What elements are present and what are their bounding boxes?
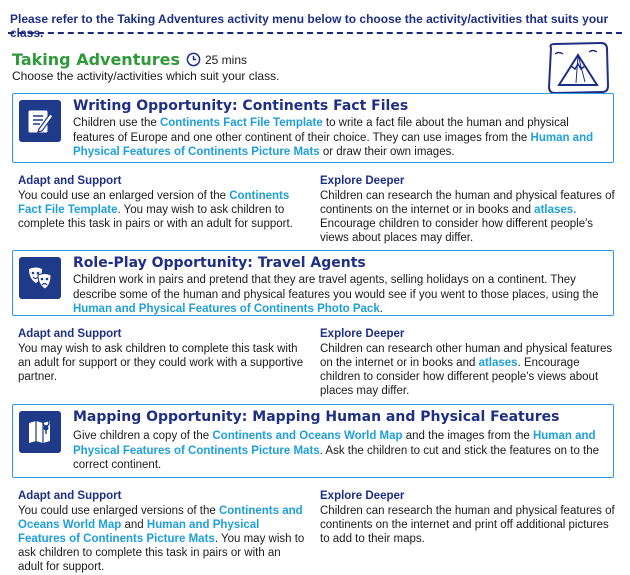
header-instruction: Please refer to the Taking Adventures activity menu below to choose the activity/activities that suits your class. [8,6,622,34]
activity-card-mapping [12,404,614,478]
link-atlases[interactable]: atlases [478,357,518,369]
deeper-heading: Explore Deeper [320,328,405,340]
link-photo-pack[interactable]: Human and Physical Features of Continents Photo Pack [73,303,380,315]
link-fact-file-template[interactable]: Continents Fact File Template [18,190,290,216]
explore-deeper-3: Explore Deeper Children can research the human and physical features of continents on the internet and print off additional pictures to add to their maps. [320,490,615,545]
adapt-support-3: Adapt and Support You could use enlarged versions of the Continents and Oceans World Map and Human and Physical Features of Continents Picture Mats. You may wish to ask children to complete this task in pairs or with an adult for support. [18,489,308,574]
link-fact-file-template[interactable]: Continents Fact File Template [159,117,323,129]
adapt-support-1: Adapt and Support You could use an enlarged version of the Continents Fact File Template. You may wish to ask children to complete this task in pairs or with an adult for support. [18,174,308,231]
duration: 25 mins [205,52,248,67]
link-picture-mats[interactable]: Human and Physical Features of Continents Picture Mats [18,519,260,545]
clock-icon [186,52,201,67]
link-atlases[interactable]: atlases. [534,204,577,216]
deeper-heading: Explore Deeper [320,175,405,187]
activity-description: Give children a copy of the Continents and Oceans World Map and the images from the Human and Physical Features of Continents Picture Mats. Ask the children to cut and stick the features on to the correct continent. [73,430,600,471]
mountain-icon [545,40,611,96]
lesson-title: Taking Adventures [12,50,180,69]
adapt-heading: Adapt and Support [18,328,122,340]
activity-description: Children use the Continents Fact File Template to write a fact file about the human and physical features of Europe and one other continent of their choice. They can use images from the Human and Physical Features of Continents Picture Mats or draw their own images. [73,117,594,158]
notepad-pencil-icon [19,100,61,142]
activity-card-role-play [12,250,614,316]
map-pin-icon [19,411,61,453]
activity-card-writing [12,93,614,163]
link-world-map[interactable]: Continents and Oceans World Map [212,430,403,442]
adapt-support-2: Adapt and Support You may wish to ask children to complete this task with an adult for support or they could work with a supportive partner. [18,327,308,384]
activity-title: Mapping Opportunity: Mapping Human and Physical Features [73,409,560,425]
link-picture-mats[interactable]: Human and Physical Features of Continents Picture Mats [73,131,594,158]
deeper-heading: Explore Deeper [320,490,405,502]
activity-description: Children work in pairs and pretend that they are travel agents, selling holidays on a continent. They describe some of the human and physical features you would see if you went to those places, using the Human and Physical Features of Continents Photo Pack. [73,274,599,315]
adapt-heading: Adapt and Support [18,490,122,502]
link-picture-mats[interactable]: Human and Physical Features of Continents Picture Mats [73,430,596,457]
explore-deeper-1: Explore Deeper Children can research the human and physical features of continents on the internet or in books and atlases. Encourage children to consider how different people's views about places may differ. [320,175,615,244]
explore-deeper-2: Explore Deeper Children can research other human and physical features on the internet or in books and atlases. Encourage children to consider how different people's views about places may differ. [320,327,615,398]
lesson-subtitle: Choose the activity/activities which suit your class. [12,69,280,83]
activity-title: Writing Opportunity: Continents Fact Files [73,98,409,114]
theatre-masks-icon [19,257,61,299]
adapt-heading: Adapt and Support [18,175,122,187]
title-row [12,50,247,69]
link-world-map[interactable]: Continents and Oceans World Map [18,505,303,531]
activity-title: Role-Play Opportunity: Travel Agents [73,255,366,271]
